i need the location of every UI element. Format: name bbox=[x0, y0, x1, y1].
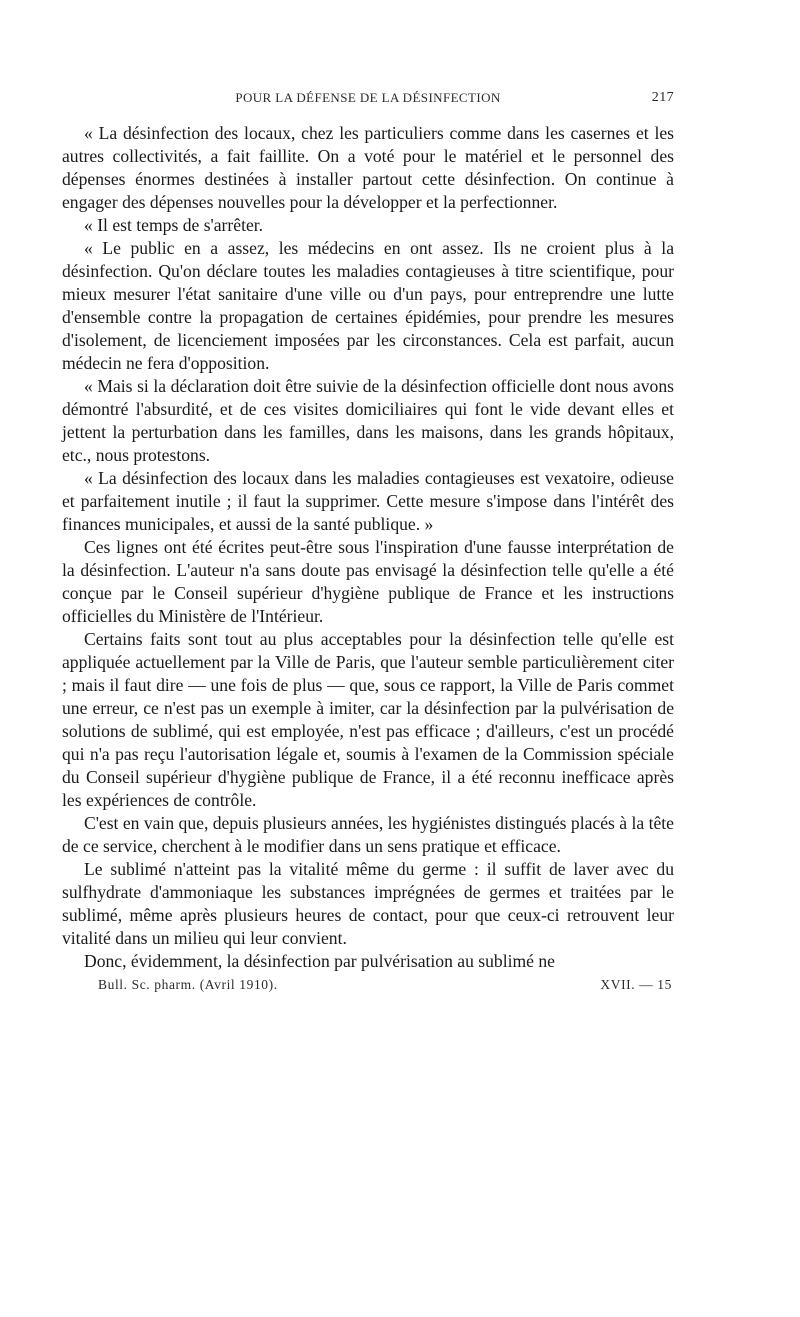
running-head-title: POUR LA DÉFENSE DE LA DÉSINFECTION bbox=[235, 90, 501, 105]
paragraph: Le sublimé n'atteint pas la vitalité même du germe : il suffit de laver avec du sulfhydrate d'ammoniaque les substances imprégnées de germes et traitées par le sublimé, même après plusieurs heures de contact, pour que ceux-ci retrouvent leur vitalité dans un milieu qui leur convient. bbox=[62, 859, 674, 948]
paragraph: Certains faits sont tout au plus acceptables pour la désinfection telle qu'elle est appliquée actuellement par la Ville de Paris, que l'auteur semble particulièrement citer ; mais il faut dire — une fois de plus — que, sous ce rapport, la Ville de Paris commet une erreur, ce n'est pas un exemple à imiter, car la désinfection par la pulvérisation de solutions de sublimé, qui est employée, n'est pas efficace ; d'ailleurs, c'est un procédé qui n'a pas reçu l'autorisation légale et, soumis à l'examen de la Commission spéciale du Conseil supérieur d'hygiène publique de France, il a été reconnu inefficace après les expériences de contrôle. bbox=[62, 629, 674, 810]
document-page bbox=[62, 86, 674, 999]
paragraph: C'est en vain que, depuis plusieurs années, les hygiénistes distingués placés à la tête de ce service, cherchent à le modifier dans un sens pratique et efficace. bbox=[62, 813, 674, 856]
paragraph: « La désinfection des locaux dans les maladies contagieuses est vexatoire, odieuse et parfaitement inutile ; il faut la supprimer. Cette mesure s'impose dans l'intérêt des finances municipales, et aussi de la santé publique. » bbox=[62, 468, 674, 534]
paragraph: « Mais si la déclaration doit être suivie de la désinfection officielle dont nous avons démontré l'absurdité, et de ces visites domiciliaires qui font le vide devant elles et jettent la perturbation dans les familles, dans les maisons, dans les grands hôpitaux, etc., nous protestons. bbox=[62, 376, 674, 465]
page-footer bbox=[62, 977, 674, 999]
paragraph: « Il est temps de s'arrêter. bbox=[84, 215, 264, 235]
page-number: 217 bbox=[651, 90, 674, 105]
paragraph: Ces lignes ont été écrites peut-être sous l'inspiration d'une fausse interprétation de la désinfection. L'auteur n'a sans doute pas envisagé la désinfection telle qu'elle a été conçue par le Conseil supérieur d'hygiène publique de France et les instructions officielles du Ministère de l'Intérieur. bbox=[62, 537, 674, 626]
footer-citation: Bull. Sc. pharm. (Avril 1910). bbox=[98, 977, 278, 992]
paragraph: « La désinfection des locaux, chez les particuliers comme dans les casernes et les autres collectivités, a fait faillite. On a voté pour le matériel et le personnel des dépenses énormes destinées à installer partout cette désinfection. On continue à engager des dépenses nouvelles pour la développer et la perfectionner. bbox=[62, 123, 674, 212]
running-head bbox=[62, 86, 674, 112]
footer-signature: XVII. — 15 bbox=[600, 977, 672, 992]
paragraph: Donc, évidemment, la désinfection par pulvérisation au sublimé ne bbox=[84, 951, 555, 971]
paragraph: « Le public en a assez, les médecins en ont assez. Ils ne croient plus à la désinfection. Qu'on déclare toutes les maladies contagieuses à titre scientifique, pour mieux mesurer l'état sanitaire d'une ville ou d'un pays, pour entreprendre une lutte d'ensemble contre la propagation de certaines épidémies, pour prendre les mesures d'isolement, de licenciement imposées par les circonstances. Cela est parfait, aucun médecin ne fera d'opposition. bbox=[62, 238, 674, 373]
body-text bbox=[62, 122, 674, 973]
